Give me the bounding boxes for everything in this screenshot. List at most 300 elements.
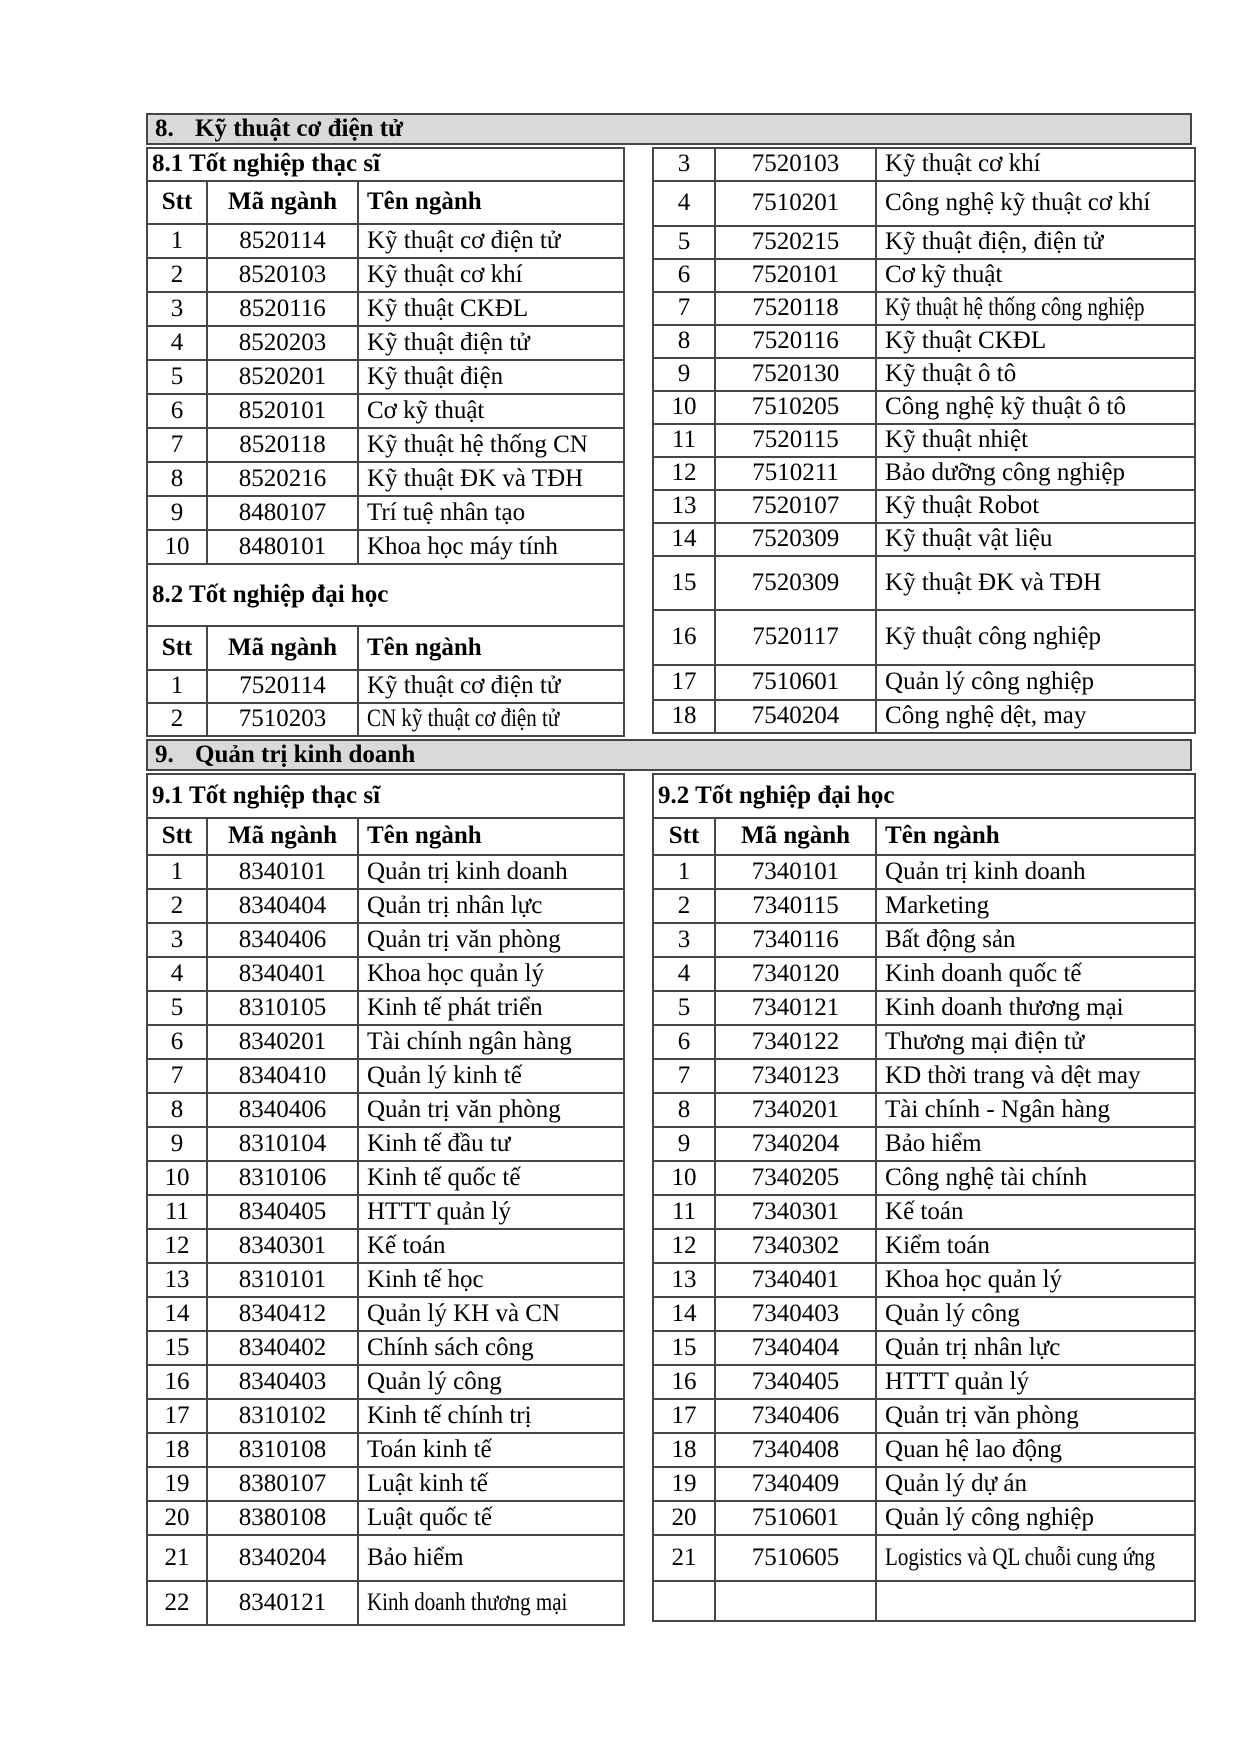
stt-cell: 14 xyxy=(653,523,715,556)
stt-cell: 5 xyxy=(147,991,207,1025)
name-cell: Luật kinh tế xyxy=(358,1467,624,1501)
stt-cell: 10 xyxy=(147,530,207,564)
table-row xyxy=(653,1365,1195,1399)
stt-cell: 1 xyxy=(147,855,207,889)
column-header: Mã ngành xyxy=(207,181,358,224)
name-cell: Quan hệ lao động xyxy=(876,1433,1195,1467)
condensed-text: Logistics và QL chuỗi cung ứng xyxy=(885,1543,1156,1571)
name-cell: Kế toán xyxy=(358,1229,624,1263)
table-row xyxy=(147,1467,624,1501)
code-cell: 8310105 xyxy=(207,991,358,1025)
stt-cell: 13 xyxy=(653,490,715,523)
stt-cell: 9 xyxy=(653,1127,715,1161)
table-row xyxy=(147,1093,624,1127)
table-subtitle-row xyxy=(147,148,624,181)
column-header: Tên ngành xyxy=(358,181,624,224)
name-cell: Kỹ thuật công nghiệp xyxy=(876,610,1195,665)
code-cell: 8340401 xyxy=(207,957,358,991)
table-row xyxy=(653,391,1195,424)
stt-cell: 14 xyxy=(653,1297,715,1331)
name-cell: Công nghệ dệt, may xyxy=(876,700,1195,733)
table-row xyxy=(147,1263,624,1297)
code-cell: 7520107 xyxy=(715,490,876,523)
code-cell: 7340301 xyxy=(715,1195,876,1229)
table-row xyxy=(653,1127,1195,1161)
table-row xyxy=(653,1433,1195,1467)
table-subtitle: 8.1 Tốt nghiệp thạc sĩ xyxy=(147,148,624,181)
name-cell: Bảo hiểm xyxy=(358,1535,624,1581)
name-cell: Kinh doanh thương mại xyxy=(876,991,1195,1025)
section-8-title: Kỹ thuật cơ điện tử xyxy=(195,115,404,142)
code-cell: 7520115 xyxy=(715,424,876,457)
table-row xyxy=(147,496,624,530)
table-row xyxy=(653,923,1195,957)
code-cell: 8340101 xyxy=(207,855,358,889)
stt-cell: 4 xyxy=(147,957,207,991)
table-row xyxy=(653,991,1195,1025)
name-cell: Kinh tế quốc tế xyxy=(358,1161,624,1195)
name-cell: Kinh tế học xyxy=(358,1263,624,1297)
name-cell: Kỹ thuật ĐK và TĐH xyxy=(876,556,1195,610)
code-cell: 7510203 xyxy=(207,703,358,736)
table-row xyxy=(653,1467,1195,1501)
table-row xyxy=(653,1229,1195,1263)
code-cell: 7340403 xyxy=(715,1297,876,1331)
name-cell: Quản lý công xyxy=(358,1365,624,1399)
name-cell xyxy=(358,1581,624,1625)
code-cell: 7340120 xyxy=(715,957,876,991)
name-cell: Kỹ thuật ĐK và TĐH xyxy=(358,462,624,496)
stt-cell: 21 xyxy=(653,1535,715,1581)
name-cell: Kinh doanh quốc tế xyxy=(876,957,1195,991)
table-row xyxy=(147,326,624,360)
condensed-text: CN kỹ thuật cơ điện tử xyxy=(367,705,560,733)
name-cell: Tài chính - Ngân hàng xyxy=(876,1093,1195,1127)
table-row xyxy=(653,1161,1195,1195)
name-cell: Tài chính ngân hàng xyxy=(358,1025,624,1059)
name-cell: Kinh tế chính trị xyxy=(358,1399,624,1433)
table-row xyxy=(653,556,1195,610)
code-cell: 7340205 xyxy=(715,1161,876,1195)
stt-cell: 2 xyxy=(147,258,207,292)
table-row xyxy=(147,1331,624,1365)
table-row xyxy=(653,358,1195,391)
column-header: Tên ngành xyxy=(358,818,624,855)
section-8-number: 8. xyxy=(155,115,174,142)
name-cell: Quản lý kinh tế xyxy=(358,1059,624,1093)
table-row xyxy=(147,292,624,326)
stt-cell: 6 xyxy=(653,1025,715,1059)
name-cell: HTTT quản lý xyxy=(876,1365,1195,1399)
code-cell: 7340302 xyxy=(715,1229,876,1263)
table-row xyxy=(653,610,1195,665)
table-9-2-university xyxy=(652,773,1196,1622)
code-cell: 7340404 xyxy=(715,1331,876,1365)
name-cell: Trí tuệ nhân tạo xyxy=(358,496,624,530)
table-row xyxy=(653,1297,1195,1331)
stt-cell: 4 xyxy=(147,326,207,360)
code-cell: 7520130 xyxy=(715,358,876,391)
code-cell: 8480107 xyxy=(207,496,358,530)
code-cell: 7520116 xyxy=(715,325,876,358)
code-cell: 8310106 xyxy=(207,1161,358,1195)
stt-cell: 8 xyxy=(147,462,207,496)
stt-cell: 18 xyxy=(147,1433,207,1467)
code-cell: 7520114 xyxy=(207,670,358,703)
stt-cell: 5 xyxy=(653,226,715,259)
table-header-row xyxy=(147,181,624,224)
code-cell: 7340122 xyxy=(715,1025,876,1059)
stt-cell: 17 xyxy=(653,665,715,700)
column-header: Stt xyxy=(653,818,715,855)
stt-cell: 3 xyxy=(653,148,715,181)
name-cell: Kinh tế phát triển xyxy=(358,991,624,1025)
name-cell: Kỹ thuật cơ điện tử xyxy=(358,224,624,258)
table-subtitle-row xyxy=(147,564,624,626)
table-row xyxy=(653,665,1195,700)
table-row xyxy=(653,889,1195,923)
stt-cell: 7 xyxy=(653,1059,715,1093)
code-cell: 7340101 xyxy=(715,855,876,889)
name-cell: Quản lý KH và CN xyxy=(358,1297,624,1331)
name-cell xyxy=(876,1535,1195,1581)
name-cell: Kỹ thuật Robot xyxy=(876,490,1195,523)
column-header: Stt xyxy=(147,626,207,670)
stt-cell: 22 xyxy=(147,1581,207,1625)
code-cell: 8340412 xyxy=(207,1297,358,1331)
code-cell: 7540204 xyxy=(715,700,876,733)
table-row xyxy=(653,1093,1195,1127)
stt-cell: 1 xyxy=(147,670,207,703)
table-row xyxy=(147,1501,624,1535)
stt-cell: 2 xyxy=(653,889,715,923)
stt-cell: 15 xyxy=(653,1331,715,1365)
name-cell: Toán kinh tế xyxy=(358,1433,624,1467)
name-cell: Khoa học quản lý xyxy=(358,957,624,991)
table-8-masters-and-university-left xyxy=(146,147,625,737)
code-cell: 7340406 xyxy=(715,1399,876,1433)
name-cell: Khoa học máy tính xyxy=(358,530,624,564)
stt-cell: 20 xyxy=(653,1501,715,1535)
code-cell: 7510205 xyxy=(715,391,876,424)
name-cell: Kỹ thuật ô tô xyxy=(876,358,1195,391)
stt-cell: 10 xyxy=(147,1161,207,1195)
name-cell: Kỹ thuật điện tử xyxy=(358,326,624,360)
table-row xyxy=(653,424,1195,457)
code-cell: 8310101 xyxy=(207,1263,358,1297)
table-row xyxy=(653,1195,1195,1229)
name-cell: Luật quốc tế xyxy=(358,1501,624,1535)
table-row xyxy=(653,855,1195,889)
table-row xyxy=(653,1331,1195,1365)
code-cell: 7510601 xyxy=(715,1501,876,1535)
table-row xyxy=(653,181,1195,226)
code-cell: 8480101 xyxy=(207,530,358,564)
code-cell: 8380108 xyxy=(207,1501,358,1535)
stt-cell: 17 xyxy=(653,1399,715,1433)
stt-cell: 18 xyxy=(653,700,715,733)
name-cell: Công nghệ kỹ thuật cơ khí xyxy=(876,181,1195,226)
table-row xyxy=(147,1365,624,1399)
stt-cell: 13 xyxy=(147,1263,207,1297)
code-cell: 7520101 xyxy=(715,259,876,292)
code-cell: 7340201 xyxy=(715,1093,876,1127)
name-cell: Kỹ thuật nhiệt xyxy=(876,424,1195,457)
stt-cell: 8 xyxy=(147,1093,207,1127)
code-cell: 8520116 xyxy=(207,292,358,326)
table-row xyxy=(147,530,624,564)
code-cell: 8520114 xyxy=(207,224,358,258)
stt-cell: 10 xyxy=(653,391,715,424)
table-header-row xyxy=(147,626,624,670)
name-cell: Chính sách công xyxy=(358,1331,624,1365)
section-8-header-bar xyxy=(146,113,1192,145)
code-cell: 8340201 xyxy=(207,1025,358,1059)
table-row xyxy=(147,428,624,462)
table-row xyxy=(147,1059,624,1093)
section-8-body xyxy=(146,147,1192,737)
stt-cell: 13 xyxy=(653,1263,715,1297)
code-cell: 8340121 xyxy=(207,1581,358,1625)
code-cell: 7510605 xyxy=(715,1535,876,1581)
stt-cell: 9 xyxy=(147,496,207,530)
stt-cell: 2 xyxy=(147,889,207,923)
stt-cell: 21 xyxy=(147,1535,207,1581)
name-cell: HTTT quản lý xyxy=(358,1195,624,1229)
stt-cell: 18 xyxy=(653,1433,715,1467)
table-row xyxy=(147,360,624,394)
table-row xyxy=(147,1127,624,1161)
table-row xyxy=(653,1263,1195,1297)
table-row xyxy=(147,1433,624,1467)
code-cell: 8340405 xyxy=(207,1195,358,1229)
table-row xyxy=(653,1535,1195,1581)
code-cell: 7340408 xyxy=(715,1433,876,1467)
table-row xyxy=(147,957,624,991)
table-row xyxy=(147,703,624,736)
page-content xyxy=(146,113,1192,1628)
code-cell: 8340301 xyxy=(207,1229,358,1263)
code-cell: 7340401 xyxy=(715,1263,876,1297)
stt-cell: 14 xyxy=(147,1297,207,1331)
table-row xyxy=(147,1229,624,1263)
code-cell: 7340405 xyxy=(715,1365,876,1399)
table-row xyxy=(653,292,1195,325)
name-cell: Quản lý công xyxy=(876,1297,1195,1331)
stt-cell: 19 xyxy=(653,1467,715,1501)
code-cell: 8310104 xyxy=(207,1127,358,1161)
table-row xyxy=(147,394,624,428)
table-row xyxy=(147,923,624,957)
table-row xyxy=(147,1025,624,1059)
table-subtitle-row xyxy=(653,774,1195,818)
code-cell: 8340402 xyxy=(207,1331,358,1365)
name-cell: Quản lý công nghiệp xyxy=(876,665,1195,700)
name-cell: Công nghệ kỹ thuật ô tô xyxy=(876,391,1195,424)
code-cell: 7340116 xyxy=(715,923,876,957)
name-cell: Bất động sản xyxy=(876,923,1195,957)
code-cell: 7520309 xyxy=(715,556,876,610)
name-cell: Kỹ thuật hệ thống CN xyxy=(358,428,624,462)
table-row xyxy=(147,1399,624,1433)
code-cell: 8520201 xyxy=(207,360,358,394)
table-row xyxy=(653,1399,1195,1433)
column-header: Mã ngành xyxy=(715,818,876,855)
stt-cell: 5 xyxy=(147,360,207,394)
stt-cell: 12 xyxy=(653,1229,715,1263)
stt-cell: 6 xyxy=(653,259,715,292)
table-row xyxy=(147,1161,624,1195)
stt-cell: 7 xyxy=(147,428,207,462)
table-header-row xyxy=(147,818,624,855)
code-cell: 7520103 xyxy=(715,148,876,181)
name-cell xyxy=(876,1581,1195,1621)
code-cell: 7510211 xyxy=(715,457,876,490)
stt-cell: 7 xyxy=(147,1059,207,1093)
name-cell xyxy=(876,292,1195,325)
table-subtitle: 8.2 Tốt nghiệp đại học xyxy=(147,564,624,626)
code-cell: 8310108 xyxy=(207,1433,358,1467)
code-cell: 8340204 xyxy=(207,1535,358,1581)
table-8-university-continued-right xyxy=(652,147,1196,734)
section-9-number: 9. xyxy=(155,741,174,768)
column-header: Tên ngành xyxy=(358,626,624,670)
table-row xyxy=(147,1195,624,1229)
code-cell: 8310102 xyxy=(207,1399,358,1433)
code-cell xyxy=(715,1581,876,1621)
stt-cell: 3 xyxy=(147,923,207,957)
code-cell: 8520203 xyxy=(207,326,358,360)
table-subtitle: 9.2 Tốt nghiệp đại học xyxy=(653,774,1195,818)
name-cell: Bảo dưỡng công nghiệp xyxy=(876,457,1195,490)
name-cell: Quản trị văn phòng xyxy=(358,923,624,957)
stt-cell: 20 xyxy=(147,1501,207,1535)
name-cell: Quản trị nhân lực xyxy=(876,1331,1195,1365)
table-row xyxy=(653,148,1195,181)
stt-cell: 15 xyxy=(147,1331,207,1365)
stt-cell: 11 xyxy=(653,424,715,457)
name-cell: Kỹ thuật CKĐL xyxy=(358,292,624,326)
stt-cell: 6 xyxy=(147,1025,207,1059)
stt-cell: 15 xyxy=(653,556,715,610)
column-header: Mã ngành xyxy=(207,818,358,855)
name-cell: Quản trị kinh doanh xyxy=(358,855,624,889)
name-cell: Kế toán xyxy=(876,1195,1195,1229)
table-row xyxy=(653,226,1195,259)
table-row xyxy=(653,523,1195,556)
name-cell: Quản trị kinh doanh xyxy=(876,855,1195,889)
name-cell: Công nghệ tài chính xyxy=(876,1161,1195,1195)
name-cell: Quản trị văn phòng xyxy=(358,1093,624,1127)
stt-cell: 5 xyxy=(653,991,715,1025)
table-row xyxy=(147,224,624,258)
code-cell: 7510201 xyxy=(715,181,876,226)
code-cell: 8340410 xyxy=(207,1059,358,1093)
name-cell: KD thời trang và dệt may xyxy=(876,1059,1195,1093)
stt-cell: 4 xyxy=(653,181,715,226)
stt-cell: 9 xyxy=(147,1127,207,1161)
name-cell: Kỹ thuật CKĐL xyxy=(876,325,1195,358)
table-row xyxy=(147,1581,624,1625)
section-9-title: Quản trị kinh doanh xyxy=(195,741,416,768)
code-cell: 8340404 xyxy=(207,889,358,923)
table-row xyxy=(147,1535,624,1581)
section-9-header-bar xyxy=(146,739,1192,771)
stt-cell: 8 xyxy=(653,325,715,358)
stt-cell: 16 xyxy=(147,1365,207,1399)
table-row xyxy=(147,258,624,292)
table-row xyxy=(653,1059,1195,1093)
name-cell: Kỹ thuật điện, điện tử xyxy=(876,226,1195,259)
stt-cell: 12 xyxy=(147,1229,207,1263)
table-row xyxy=(147,670,624,703)
table-row xyxy=(653,1501,1195,1535)
table-row xyxy=(147,991,624,1025)
column-header: Stt xyxy=(147,181,207,224)
code-cell: 8340403 xyxy=(207,1365,358,1399)
column-header: Mã ngành xyxy=(207,626,358,670)
code-cell: 7520118 xyxy=(715,292,876,325)
code-cell: 7340121 xyxy=(715,991,876,1025)
stt-cell: 2 xyxy=(147,703,207,736)
stt-cell: 16 xyxy=(653,1365,715,1399)
stt-cell: 3 xyxy=(653,923,715,957)
code-cell: 8380107 xyxy=(207,1467,358,1501)
name-cell: Kiểm toán xyxy=(876,1229,1195,1263)
name-cell xyxy=(358,703,624,736)
table-row xyxy=(147,855,624,889)
code-cell: 7340204 xyxy=(715,1127,876,1161)
name-cell: Cơ kỹ thuật xyxy=(876,259,1195,292)
name-cell: Kỹ thuật cơ khí xyxy=(358,258,624,292)
table-row xyxy=(653,457,1195,490)
code-cell: 8520103 xyxy=(207,258,358,292)
table-row xyxy=(653,1581,1195,1621)
name-cell: Cơ kỹ thuật xyxy=(358,394,624,428)
stt-cell: 19 xyxy=(147,1467,207,1501)
name-cell: Kỹ thuật điện xyxy=(358,360,624,394)
stt-cell: 11 xyxy=(147,1195,207,1229)
name-cell: Quản trị nhân lực xyxy=(358,889,624,923)
table-row xyxy=(653,1025,1195,1059)
stt-cell: 1 xyxy=(653,855,715,889)
table-header-row xyxy=(653,818,1195,855)
code-cell: 8520216 xyxy=(207,462,358,496)
name-cell: Bảo hiểm xyxy=(876,1127,1195,1161)
name-cell: Khoa học quản lý xyxy=(876,1263,1195,1297)
name-cell: Kỹ thuật cơ khí xyxy=(876,148,1195,181)
table-row xyxy=(653,957,1195,991)
code-cell: 7520309 xyxy=(715,523,876,556)
stt-cell: 12 xyxy=(653,457,715,490)
stt-cell: 4 xyxy=(653,957,715,991)
name-cell: Quản lý dự án xyxy=(876,1467,1195,1501)
table-9-1-masters xyxy=(146,773,625,1626)
table-row xyxy=(653,325,1195,358)
stt-cell xyxy=(653,1581,715,1621)
code-cell: 7520215 xyxy=(715,226,876,259)
name-cell: Kỹ thuật cơ điện tử xyxy=(358,670,624,703)
stt-cell: 16 xyxy=(653,610,715,665)
stt-cell: 3 xyxy=(147,292,207,326)
table-row xyxy=(653,259,1195,292)
condensed-text: Kinh doanh thương mại xyxy=(367,1588,568,1616)
table-row xyxy=(653,490,1195,523)
table-subtitle-row xyxy=(147,774,624,818)
stt-cell: 8 xyxy=(653,1093,715,1127)
column-header: Stt xyxy=(147,818,207,855)
code-cell: 8340406 xyxy=(207,1093,358,1127)
